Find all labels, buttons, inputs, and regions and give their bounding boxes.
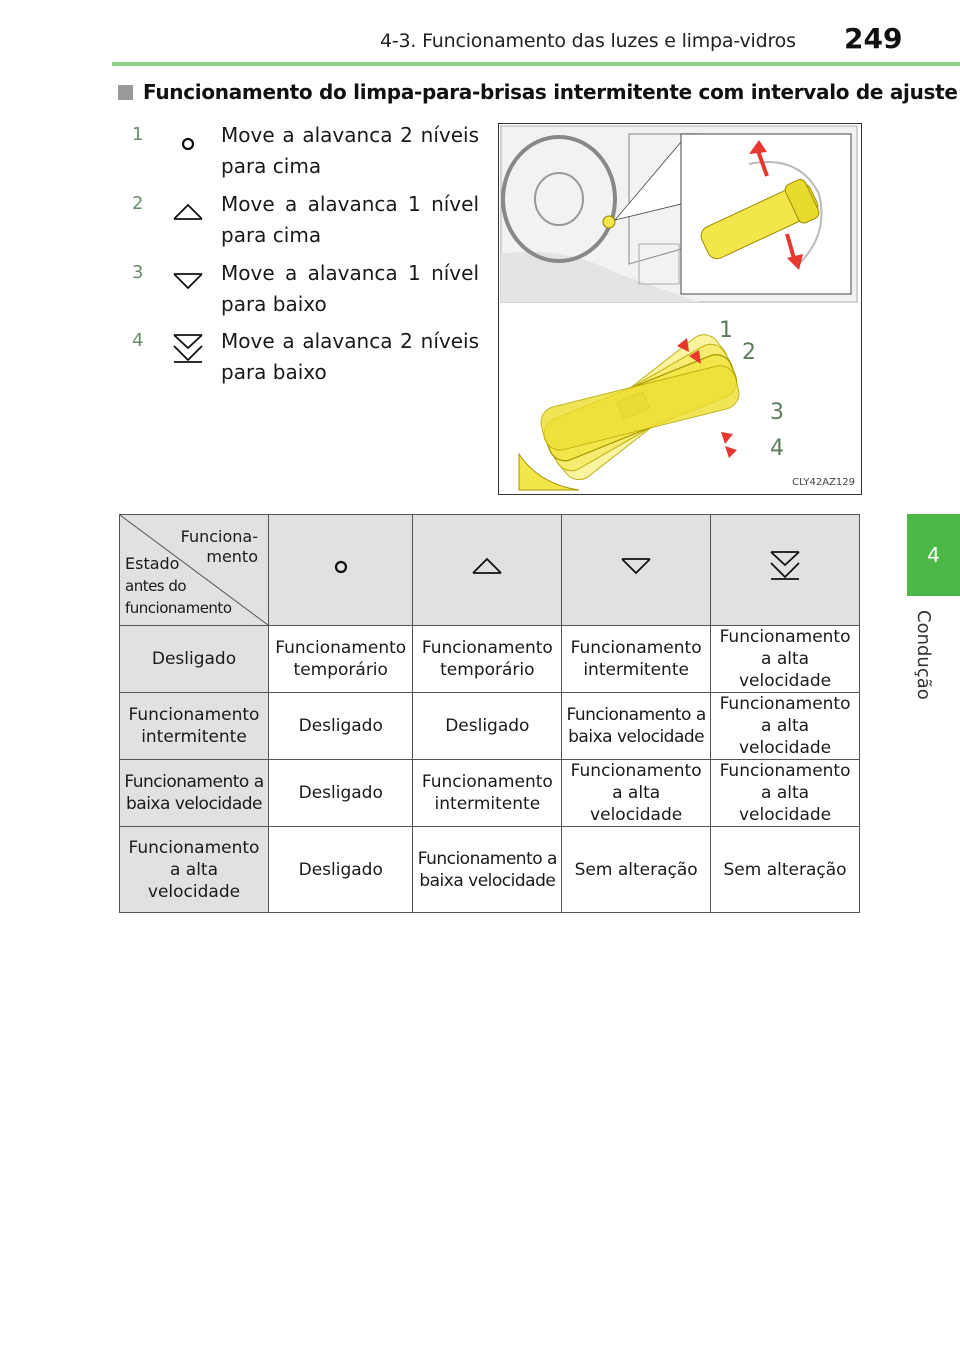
table-cell: Funcionamento a alta velocidade bbox=[711, 760, 860, 827]
row-state: Desligado bbox=[120, 626, 269, 693]
callout-4: 4 bbox=[770, 436, 784, 461]
table-row bbox=[120, 693, 860, 760]
page-number: 249 bbox=[844, 22, 903, 55]
row-state: Funcionamento a alta velocidade bbox=[120, 827, 269, 913]
illustration-code: CLY42AZ129 bbox=[792, 477, 855, 488]
table-row bbox=[120, 827, 860, 913]
table-row bbox=[120, 626, 860, 693]
triangle-down-icon bbox=[620, 551, 652, 583]
double-triangle-down-icon bbox=[769, 551, 801, 583]
table-cell: Sem alteração bbox=[562, 827, 711, 913]
table-cell: Funcionamento a alta velocidade bbox=[562, 760, 711, 827]
item-number: 1 bbox=[132, 124, 144, 145]
corner-top-label: Funciona- mento bbox=[180, 527, 258, 566]
callout-1: 1 bbox=[719, 318, 733, 343]
chapter-number: 4 bbox=[927, 543, 940, 567]
callout-2: 2 bbox=[742, 340, 756, 365]
col-head-2-down bbox=[711, 515, 860, 626]
table-cell: Desligado bbox=[413, 693, 562, 760]
wiper-operation-table bbox=[119, 514, 860, 913]
row-state: Funcionamento intermitente bbox=[120, 693, 269, 760]
table-cell: Desligado bbox=[269, 827, 413, 913]
table-cell: Desligado bbox=[269, 760, 413, 827]
callout-3: 3 bbox=[770, 400, 784, 425]
table-header-row bbox=[120, 515, 860, 626]
col-head-2-up bbox=[269, 515, 413, 626]
chapter-label: Condução bbox=[913, 610, 934, 700]
section-title: Funcionamento do limpa-para-brisas intermitente com intervalo de ajuste bbox=[143, 80, 958, 104]
item-number: 3 bbox=[132, 262, 144, 283]
col-head-1-up bbox=[413, 515, 562, 626]
lever-drawing bbox=[499, 124, 861, 494]
table-row bbox=[120, 760, 860, 827]
table-cell: Funcionamento a baixa velocidade bbox=[413, 827, 562, 913]
table-cell: Funcionamento intermitente bbox=[413, 760, 562, 827]
item-text: Move a alavanca 1 nível para baixo bbox=[221, 261, 479, 316]
triangle-up-icon bbox=[172, 197, 204, 229]
double-triangle-down-icon bbox=[172, 334, 204, 366]
item-text: Move a alavanca 2 níveis para baixo bbox=[221, 329, 479, 384]
table-cell: Funcionamento temporário bbox=[269, 626, 413, 693]
circle-position-icon bbox=[172, 128, 204, 160]
table-cell: Funcionamento a baixa velocidade bbox=[562, 693, 711, 760]
running-header: 4-3. Funcionamento das luzes e limpa-vidros bbox=[380, 30, 796, 52]
chapter-label-wrap bbox=[910, 610, 940, 706]
triangle-down-icon bbox=[172, 266, 204, 298]
triangle-up-icon bbox=[471, 551, 503, 583]
item-number: 4 bbox=[132, 330, 144, 351]
table-cell: Funcionamento intermitente bbox=[562, 626, 711, 693]
table-cell: Funcionamento a alta velocidade bbox=[711, 693, 860, 760]
circle-position-icon bbox=[325, 551, 357, 583]
chapter-tab bbox=[907, 514, 960, 596]
corner-bottom-label: Estado antes do funcionamento bbox=[125, 554, 232, 617]
col-head-1-down bbox=[562, 515, 711, 626]
row-state: Funcionamento a baixa velocidade bbox=[120, 760, 269, 827]
wiper-lever-illustration bbox=[498, 123, 862, 495]
item-number: 2 bbox=[132, 193, 144, 214]
section-bullet bbox=[118, 85, 133, 100]
table-cell: Desligado bbox=[269, 693, 413, 760]
table-corner-cell bbox=[120, 515, 269, 626]
item-text: Move a alavanca 1 nível para cima bbox=[221, 192, 479, 247]
table-cell: Sem alteração bbox=[711, 827, 860, 913]
table-cell: Funcionamento temporário bbox=[413, 626, 562, 693]
item-text: Move a alavanca 2 níveis para cima bbox=[221, 123, 479, 178]
header-rule bbox=[112, 62, 960, 66]
table-cell: Funcionamento a alta velocidade bbox=[711, 626, 860, 693]
